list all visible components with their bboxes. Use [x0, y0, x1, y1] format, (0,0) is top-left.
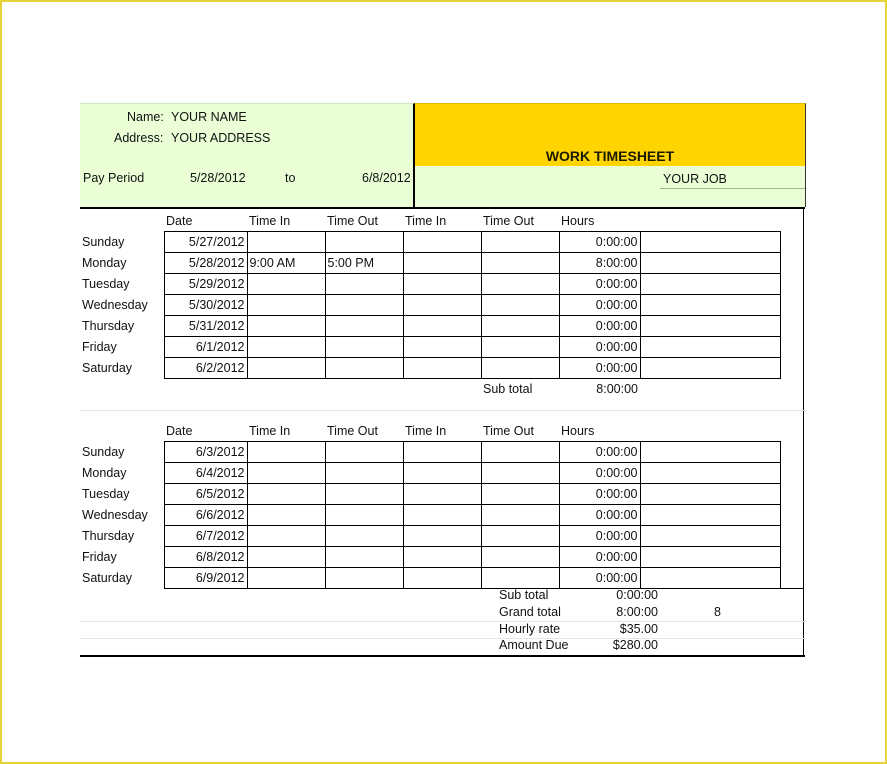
time-out-2-cell[interactable]: [481, 526, 559, 547]
address-value[interactable]: YOUR ADDRESS: [171, 131, 271, 145]
hourly-rate-label: Hourly rate: [499, 622, 561, 636]
subtotal-label: Sub total: [499, 588, 549, 602]
col-time-out: Time Out: [327, 214, 378, 228]
time-in-cell[interactable]: [247, 337, 325, 358]
time-in-cell[interactable]: [247, 295, 325, 316]
col-hours: Hours: [561, 424, 595, 438]
grand-total-value: 8:00:00: [616, 605, 658, 619]
time-out-cell[interactable]: [325, 337, 403, 358]
time-in-2-cell[interactable]: [403, 484, 481, 505]
date-cell[interactable]: 6/6/2012: [164, 505, 247, 526]
table-right-edge: [803, 207, 804, 657]
time-out-2-cell[interactable]: [481, 463, 559, 484]
time-out-2-cell[interactable]: [481, 442, 559, 463]
day-label: Sunday: [82, 235, 125, 249]
extra-cell[interactable]: [640, 295, 780, 316]
day-label: Tuesday: [82, 487, 130, 501]
time-out-cell[interactable]: [325, 442, 403, 463]
time-in-cell[interactable]: [247, 547, 325, 568]
col-time-in-2: Time In: [405, 214, 447, 228]
date-cell[interactable]: 6/5/2012: [164, 484, 247, 505]
extra-cell[interactable]: [640, 526, 780, 547]
table-row: [80, 358, 780, 379]
gridline: [80, 410, 805, 411]
week-1-subtotal-row: [80, 379, 780, 400]
col-time-out: Time Out: [327, 424, 378, 438]
day-label: Wednesday: [82, 298, 148, 312]
hours-cell: 0:00:00: [559, 547, 640, 568]
time-out-cell[interactable]: [325, 568, 403, 589]
day-label: Monday: [82, 466, 127, 480]
day-label: Saturday: [82, 571, 133, 585]
extra-cell[interactable]: [640, 442, 780, 463]
extra-cell[interactable]: [640, 484, 780, 505]
col-time-out-2: Time Out: [483, 424, 534, 438]
time-in-2-cell[interactable]: [403, 274, 481, 295]
header-divider: [80, 207, 805, 209]
subtotal-rule: [723, 588, 803, 589]
table-row: [80, 526, 780, 547]
grand-total-label: Grand total: [499, 605, 561, 619]
table-row: [80, 442, 780, 463]
hours-cell: 0:00:00: [559, 505, 640, 526]
time-in-cell[interactable]: [247, 232, 325, 253]
pay-period-to: to: [285, 171, 296, 185]
date-cell[interactable]: 5/28/2012: [164, 253, 247, 274]
day-label: Thursday: [82, 319, 135, 333]
time-out-cell[interactable]: [325, 463, 403, 484]
amount-due-label: Amount Due: [499, 638, 569, 652]
sheet-bottom-border: [80, 655, 805, 657]
date-cell[interactable]: 5/29/2012: [164, 274, 247, 295]
table-row: [80, 253, 780, 274]
col-date: Date: [166, 424, 193, 438]
time-in-2-cell[interactable]: [403, 337, 481, 358]
subtotal-value: 0:00:00: [616, 588, 658, 602]
col-time-in: Time In: [249, 214, 291, 228]
day-label: Thursday: [82, 529, 135, 543]
timesheet: [80, 103, 805, 657]
time-in-cell[interactable]: [247, 442, 325, 463]
date-cell[interactable]: 6/1/2012: [164, 337, 247, 358]
date-cell[interactable]: 6/2/2012: [164, 358, 247, 379]
day-label: Tuesday: [82, 277, 130, 291]
time-in-2-cell[interactable]: [403, 463, 481, 484]
day-label: Saturday: [82, 361, 133, 375]
time-out-cell[interactable]: [325, 316, 403, 337]
week-2-table: [80, 421, 781, 589]
time-in-cell[interactable]: [247, 274, 325, 295]
extra-cell[interactable]: [640, 463, 780, 484]
table-row: [80, 232, 780, 253]
day-label: Sunday: [82, 445, 125, 459]
extra-cell[interactable]: [640, 337, 780, 358]
time-in-2-cell[interactable]: [403, 442, 481, 463]
hours-cell: 0:00:00: [559, 526, 640, 547]
time-in-cell[interactable]: [247, 505, 325, 526]
grand-total-hours: 8: [714, 605, 721, 619]
hours-cell: 0:00:00: [559, 568, 640, 589]
time-out-2-cell[interactable]: [481, 358, 559, 379]
time-out-2-cell[interactable]: [481, 253, 559, 274]
hours-cell: 0:00:00: [559, 274, 640, 295]
name-value[interactable]: YOUR NAME: [171, 110, 247, 124]
col-time-out-2: Time Out: [483, 214, 534, 228]
table-row: [80, 463, 780, 484]
time-in-cell[interactable]: [247, 316, 325, 337]
time-in-2-cell[interactable]: [403, 547, 481, 568]
date-cell[interactable]: 5/27/2012: [164, 232, 247, 253]
time-in-2-cell[interactable]: [403, 232, 481, 253]
date-cell[interactable]: 6/9/2012: [164, 568, 247, 589]
table-row: [80, 274, 780, 295]
date-cell[interactable]: 5/31/2012: [164, 316, 247, 337]
time-in-2-cell[interactable]: [403, 358, 481, 379]
time-in-2-cell[interactable]: [403, 295, 481, 316]
table-row: [80, 484, 780, 505]
extra-cell[interactable]: [640, 232, 780, 253]
time-in-cell[interactable]: [247, 358, 325, 379]
time-in-cell[interactable]: [247, 526, 325, 547]
hours-cell: 0:00:00: [559, 463, 640, 484]
time-in-2-cell[interactable]: [403, 505, 481, 526]
extra-cell[interactable]: [640, 547, 780, 568]
pay-period-label: Pay Period: [83, 171, 145, 185]
gridline: [80, 638, 805, 639]
hours-cell: 0:00:00: [559, 295, 640, 316]
gridline: [80, 621, 805, 622]
pay-period-start[interactable]: 5/28/2012: [190, 171, 246, 185]
time-out-2-cell[interactable]: [481, 295, 559, 316]
time-in-cell[interactable]: 9:00 AM: [247, 253, 325, 274]
time-out-2-cell[interactable]: [481, 547, 559, 568]
day-label: Friday: [82, 550, 117, 564]
day-label: Friday: [82, 340, 117, 354]
extra-cell[interactable]: [640, 505, 780, 526]
table-row: [80, 568, 780, 589]
time-in-cell[interactable]: [247, 484, 325, 505]
col-time-in: Time In: [249, 424, 291, 438]
name-label: Name:: [127, 110, 164, 124]
hours-cell: 0:00:00: [559, 358, 640, 379]
table-row: [80, 505, 780, 526]
table-row: [80, 316, 780, 337]
day-label: Wednesday: [82, 508, 148, 522]
time-in-cell[interactable]: [247, 568, 325, 589]
time-in-2-cell[interactable]: [403, 526, 481, 547]
hours-cell: 0:00:00: [559, 232, 640, 253]
time-out-cell[interactable]: [325, 547, 403, 568]
extra-cell[interactable]: [640, 316, 780, 337]
week-1-header-row: [80, 211, 780, 232]
col-hours: Hours: [561, 214, 595, 228]
date-cell[interactable]: 6/4/2012: [164, 463, 247, 484]
day-label: Monday: [82, 256, 127, 270]
extra-cell[interactable]: [640, 274, 780, 295]
time-out-cell[interactable]: [325, 295, 403, 316]
time-out-cell[interactable]: [325, 505, 403, 526]
hours-cell: 8:00:00: [559, 253, 640, 274]
week-1-table: [80, 211, 781, 399]
col-date: Date: [166, 214, 193, 228]
time-in-2-cell[interactable]: [403, 253, 481, 274]
address-label: Address:: [114, 131, 164, 145]
time-in-cell[interactable]: [247, 463, 325, 484]
extra-cell[interactable]: [640, 568, 780, 589]
time-in-2-cell[interactable]: [403, 316, 481, 337]
hours-cell: 0:00:00: [559, 442, 640, 463]
amount-due-value: $280.00: [612, 638, 658, 652]
job-panel: [415, 166, 806, 207]
time-out-cell[interactable]: [325, 484, 403, 505]
time-out-2-cell[interactable]: [481, 337, 559, 358]
date-cell[interactable]: 6/8/2012: [164, 547, 247, 568]
date-cell[interactable]: 6/7/2012: [164, 526, 247, 547]
extra-cell[interactable]: [640, 358, 780, 379]
hours-cell: 0:00:00: [559, 316, 640, 337]
hours-cell: 0:00:00: [559, 484, 640, 505]
job-value[interactable]: YOUR JOB: [663, 172, 727, 186]
time-out-2-cell[interactable]: [481, 232, 559, 253]
time-out-2-cell[interactable]: [481, 316, 559, 337]
time-out-2-cell[interactable]: [481, 568, 559, 589]
job-underline: [660, 188, 805, 189]
week-2-header-row: [80, 421, 780, 442]
time-out-cell[interactable]: 5:00 PM: [325, 253, 403, 274]
hours-cell: 0:00:00: [559, 337, 640, 358]
page-title: WORK TIMESHEET: [545, 148, 675, 164]
time-out-cell[interactable]: [325, 232, 403, 253]
date-cell[interactable]: 6/3/2012: [164, 442, 247, 463]
time-out-cell[interactable]: [325, 526, 403, 547]
subtotal-value: 8:00:00: [596, 382, 638, 396]
date-cell[interactable]: 5/30/2012: [164, 295, 247, 316]
time-out-2-cell[interactable]: [481, 484, 559, 505]
subtotal-label: Sub total: [483, 382, 533, 396]
time-out-cell[interactable]: [325, 358, 403, 379]
time-out-2-cell[interactable]: [481, 505, 559, 526]
time-out-2-cell[interactable]: [481, 274, 559, 295]
table-row: [80, 295, 780, 316]
table-row: [80, 337, 780, 358]
extra-cell[interactable]: [640, 253, 780, 274]
table-row: [80, 547, 780, 568]
hourly-rate-value[interactable]: $35.00: [619, 622, 658, 636]
pay-period-end[interactable]: 6/8/2012: [362, 171, 411, 185]
col-time-in-2: Time In: [405, 424, 447, 438]
time-in-2-cell[interactable]: [403, 568, 481, 589]
time-out-cell[interactable]: [325, 274, 403, 295]
